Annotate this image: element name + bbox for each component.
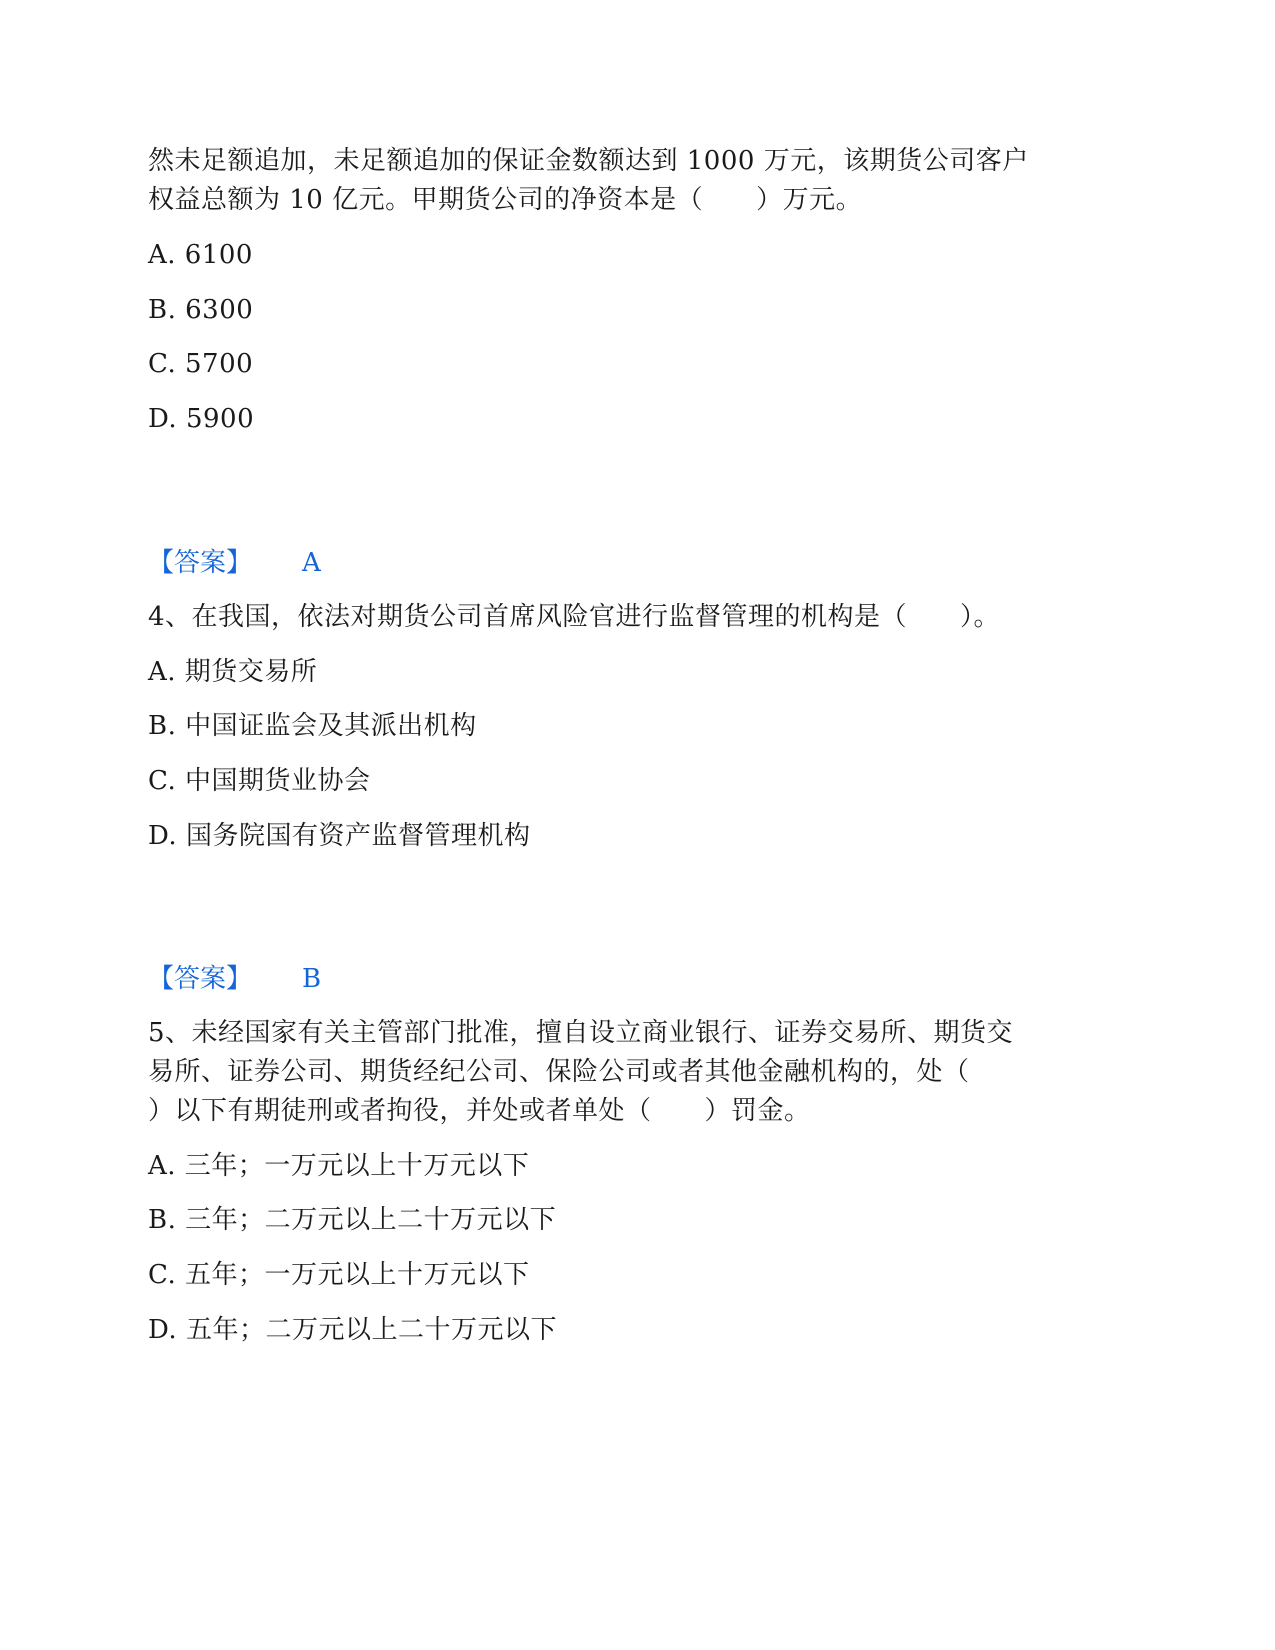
q5-option-d: D. 五年；二万元以上二十万元以下 <box>148 1315 557 1345</box>
q4-answer-label: 【答案】 <box>148 964 253 994</box>
q5-stem-line-3: ）以下有期徒刑或者拘役，并处或者单处（ ）罚金。 <box>148 1096 811 1126</box>
q4-option-b: B. 中国证监会及其派出机构 <box>148 711 477 741</box>
q4-answer <box>148 959 321 999</box>
q4-stem-line-1: 4、在我国，依法对期货公司首席风险官进行监督管理的机构是（ ）。 <box>148 602 1001 632</box>
q3-option-a: A. 6100 <box>148 240 253 270</box>
q3-answer-label: 【答案】 <box>148 548 253 578</box>
q5-option-b: B. 三年；二万元以上二十万元以下 <box>148 1205 557 1235</box>
q4-option-a: A. 期货交易所 <box>148 657 318 687</box>
q3-option-d: D. 5900 <box>148 404 255 434</box>
q3-stem-line-2: 权益总额为 10 亿元。甲期货公司的净资本是（ ）万元。 <box>148 185 863 215</box>
q3-answer <box>148 543 321 583</box>
q3-option-b: B. 6300 <box>148 295 254 325</box>
q5-option-a: A. 三年；一万元以上十万元以下 <box>148 1151 530 1181</box>
q4-option-c: C. 中国期货业协会 <box>148 766 371 796</box>
q3-option-c: C. 5700 <box>148 349 254 379</box>
q3-stem-line-1: 然未足额追加，未足额追加的保证金数额达到 1000 万元，该期货公司客户 <box>148 146 1029 176</box>
q4-option-d: D. 国务院国有资产监督管理机构 <box>148 821 531 851</box>
q4-answer-value: B <box>302 964 322 994</box>
q3-answer-value: A <box>302 548 321 578</box>
q5-stem-line-1: 5、未经国家有关主管部门批准，擅自设立商业银行、证券交易所、期货交 <box>148 1018 1014 1048</box>
q5-stem-line-2: 易所、证券公司、期货经纪公司、保险公司或者其他金融机构的，处（ <box>148 1057 970 1087</box>
q5-option-c: C. 五年；一万元以上十万元以下 <box>148 1260 530 1290</box>
